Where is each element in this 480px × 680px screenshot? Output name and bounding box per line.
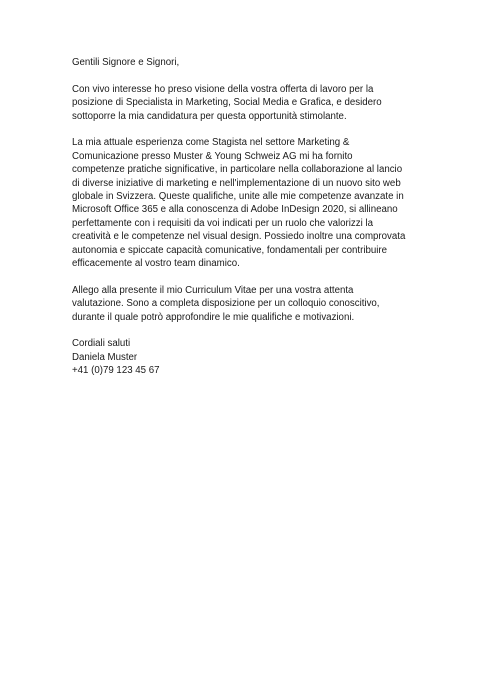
paragraph-line: La mia attuale esperienza come Stagista nel settore Marketing &: [72, 137, 350, 149]
paragraph-intro: [72, 83, 422, 123]
paragraph-line: globale in Svizzera. Queste qualifiche, unite alle mie competenze avanzate in: [72, 191, 404, 203]
paragraph-line: competenze pratiche significative, in particolare nella collaborazione al lancio: [72, 164, 403, 176]
paragraph-attachment: [72, 284, 422, 324]
salutation-text: Gentili Signore e Signori,: [72, 57, 180, 68]
paragraph-line: autonomia e spiccate capacità comunicative, fondamentali per contribuire: [72, 244, 388, 256]
paragraph-line: creatività e le competenze nel visual design. Possiedo inoltre una comprovata: [72, 231, 406, 243]
paragraph-line: Comunicazione presso Muster & Young Schweiz AG mi ha fornito: [72, 150, 353, 162]
paragraph-line: posizione di Specialista in Marketing, Social Media e Grafica, e desidero: [72, 97, 382, 109]
paragraph-line: Con vivo interesse ho preso visione della vostra offerta di lavoro per la: [72, 83, 374, 95]
paragraph-experience: [72, 136, 422, 270]
paragraph-line: Microsoft Office 365 e alla conoscenza di Adobe InDesign 2020, si allineano: [72, 204, 398, 216]
paragraph-line: perfettamente con i requisiti da voi indicati per un ruolo che valorizzi la: [72, 217, 374, 229]
sender-name: Daniela Muster: [72, 351, 138, 363]
paragraph-line: valutazione. Sono a completa disposizione per un colloquio conoscitivo,: [72, 298, 380, 310]
paragraph-line: efficacemente al vostro team dinamico.: [72, 258, 240, 270]
paragraph-line: di diverse iniziative di marketing e nell'implementazione di un nuovo sito web: [72, 177, 401, 189]
paragraph-line: durante il quale potrò approfondire le mie qualifiche e motivazioni.: [72, 311, 355, 323]
sender-phone: +41 (0)79 123 45 67: [72, 365, 160, 377]
paragraph-line: Allego alla presente il mio Curriculum Vitae per una vostra attenta: [72, 284, 354, 296]
signature-block: [72, 337, 422, 377]
cover-letter: [72, 56, 422, 391]
salutation: [72, 56, 422, 69]
closing: Cordiali saluti: [72, 338, 131, 350]
paragraph-line: sottoporre la mia candidatura per questa opportunità stimolante.: [72, 110, 347, 122]
